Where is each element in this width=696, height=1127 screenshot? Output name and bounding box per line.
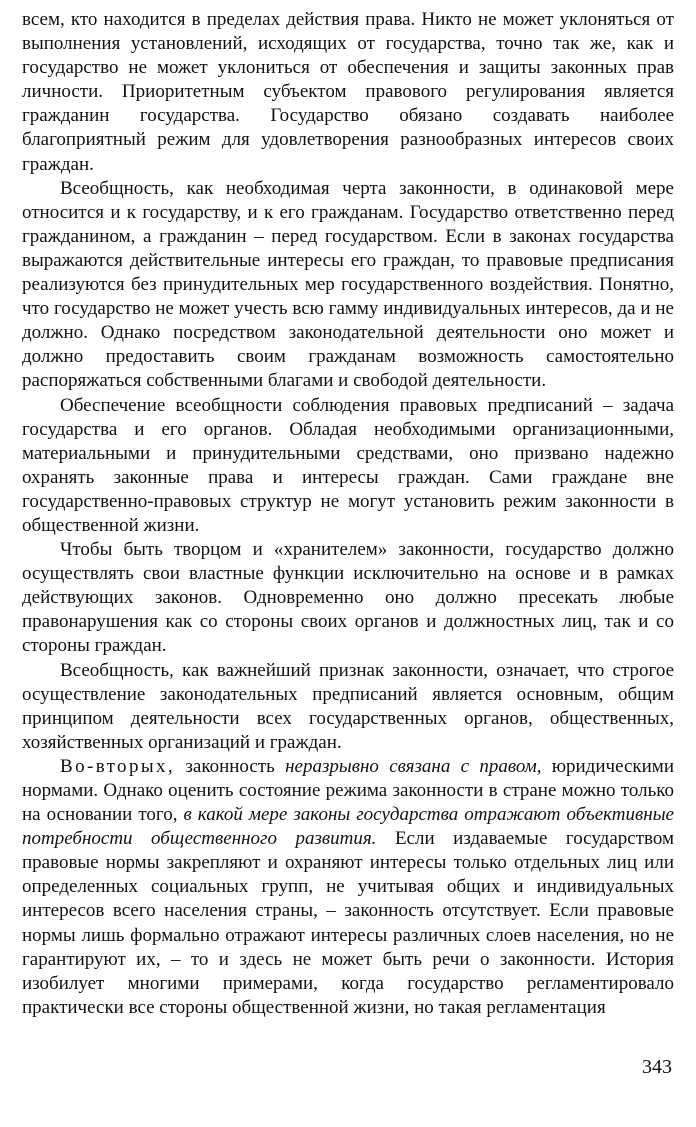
- paragraph-6-text-2: юридическими нормами. Однако оценить состояние режима законности в стране можно только на основании того,: [22, 755, 675, 826]
- paragraph-6-text-1: законность: [175, 755, 286, 777]
- italic-emphasis-2: в какой мере законы государства отражают объективные потребности общественного развития.: [22, 804, 674, 850]
- italic-emphasis-1: неразрывно связана с правом,: [285, 755, 542, 777]
- paragraph-1: всем, кто находится в пределах действия права. Никто не может уклоняться от выполнения установлений, исходящих от государства, точно так же, как и государство не может уклониться от обеспечения и защиты законных прав личности. Приоритетным субъектом правового регулирования является гражданин государства. Государство обязано создавать наиболее благоприятный режим для удовлетворения разнообразных интересов своих граждан.: [22, 9, 674, 175]
- paragraph-5: Всеобщность, как важнейший признак законности, означает, что строгое осуществление законодательных предписаний является основным, общим принципом деятельности всех государственных органов, общественных, хозяйственных организаций и граждан.: [22, 659, 674, 753]
- page-text: [22, 8, 674, 1020]
- paragraph-6-text-3: Если издаваемые государством правовые нормы закрепляют и охраняют интересы только отдельных лиц или определенных социальных групп, не учитывая общих и индивидуальных интересов всего населения страны, – законность отсутствует. Если правовые нормы лишь формально отражают интересы различных слоев населения, но не гарантируют их, – то и здесь не может быть речи о законности. История изобилует многими примерами, когда государство регламентировало практически все стороны общественной жизни, но такая регламентация: [22, 828, 675, 1018]
- paragraph-3: Обеспечение всеобщности соблюдения правовых предписаний – задача государства и его органов. Обладая необходимыми организационными, материальными и принудительными средствами, оно призвано надежно охранять законные права и интересы граждан. Сами граждане вне государственно-правовых структур не могут установить режим законности в общественной жизни.: [22, 394, 674, 536]
- paragraph-6: [22, 755, 674, 1020]
- spaced-lead-word: Во-вторых,: [60, 755, 176, 777]
- paragraph-2: Всеобщность, как необходимая черта законности, в одинаковой мере относится и к государству, и к его гражданам. Государство ответственно перед гражданином, а гражданин – перед государством. Если в законах государства выражаются действительные интересы его граждан, то правовые предписания реализуются без принудительных мер государственного воздействия. Понятно, что государство не может учесть всю гамму индивидуальных интересов, да и не должно. Однако посредством законодательной деятельности оно может и должно предоставить своим гражданам возможность самостоятельно распоряжаться собственными благами и свободой деятельности.: [22, 177, 674, 392]
- page-number: 343: [642, 1056, 672, 1078]
- paragraph-4: Чтобы быть творцом и «хранителем» законности, государство должно осуществлять свои властные функции исключительно на основе и в рамках действующих законов. Одновременно оно должно пресекать любые правонарушения как со стороны своих органов и должностных лиц, так и со стороны граждан.: [22, 539, 674, 657]
